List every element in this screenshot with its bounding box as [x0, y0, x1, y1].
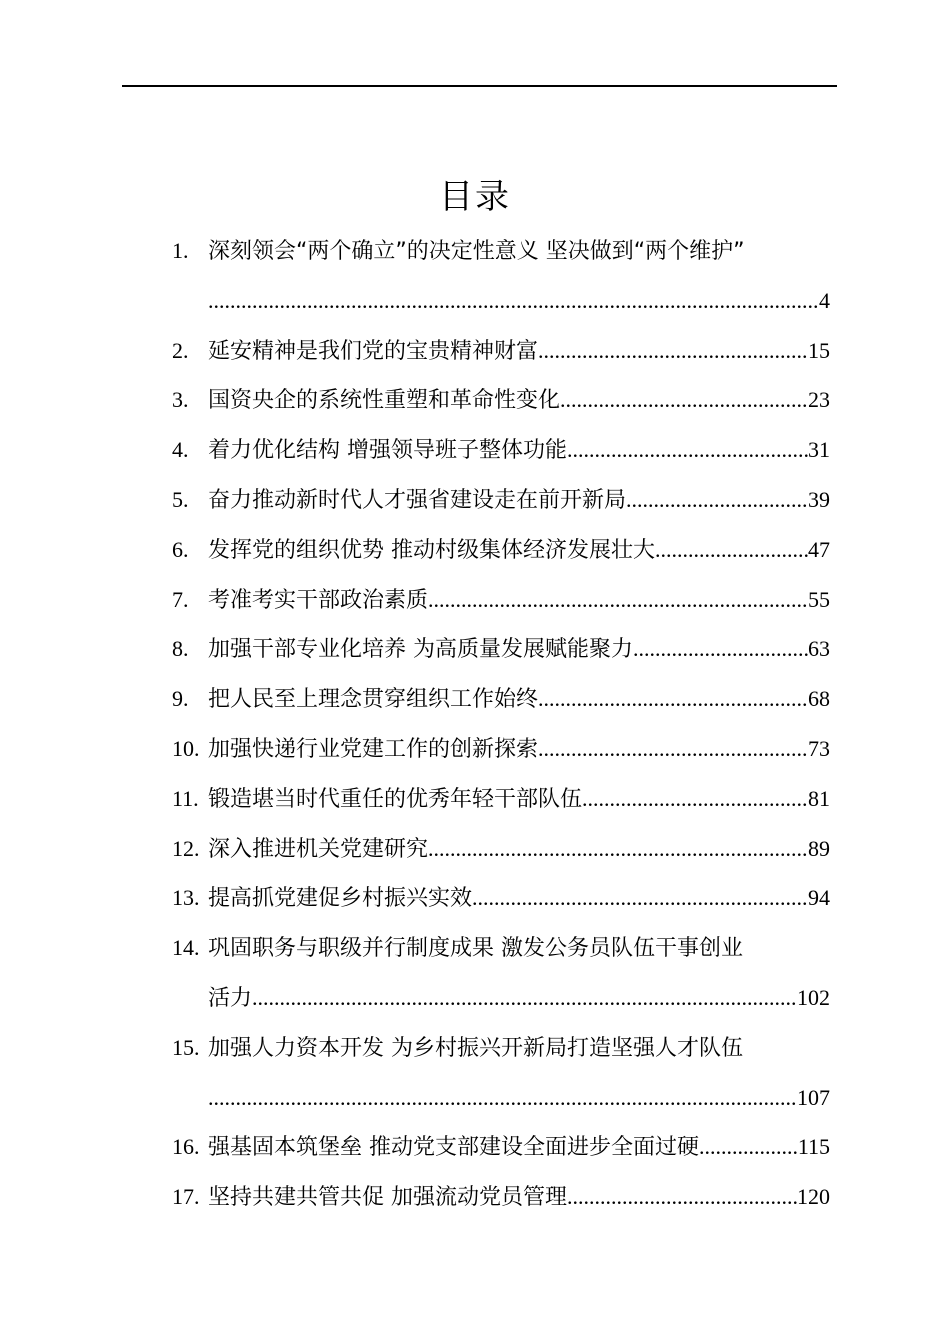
toc-entry[interactable] — [172, 326, 830, 376]
toc-entry-line — [172, 824, 830, 874]
toc-entry-line — [172, 1073, 830, 1123]
dot-leader — [538, 674, 808, 724]
toc-entry-title: 深入推进机关党建研究 — [208, 836, 429, 862]
toc-entry[interactable] — [172, 724, 830, 774]
toc-entry-line — [172, 1023, 830, 1073]
toc-entry[interactable] — [172, 624, 830, 674]
toc-entry-title: 提高抓党建促乡村振兴实效 — [208, 886, 473, 912]
toc-entry-page-number: 47 — [808, 536, 830, 562]
toc-entry-page-number: 120 — [797, 1184, 830, 1210]
toc-entry-number: 2. — [172, 337, 189, 363]
toc-entry-number: 17. — [172, 1184, 200, 1210]
toc-entry-page-number: 115 — [797, 1134, 830, 1160]
toc-entry-page-number: 81 — [808, 785, 830, 811]
toc-entry-title: 加强快递行业党建工作的创新探索 — [208, 736, 539, 762]
toc-entry-number: 12. — [172, 835, 200, 861]
toc-entry-page-number: 55 — [808, 586, 830, 612]
dot-leader — [208, 276, 819, 326]
toc-entry-page-number: 15 — [808, 337, 830, 363]
dot-leader — [538, 724, 808, 774]
toc-entry[interactable] — [172, 226, 830, 326]
toc-entry[interactable] — [172, 375, 830, 425]
table-of-contents — [172, 226, 830, 1222]
dot-leader — [472, 873, 808, 923]
toc-entry-title: 坚持共建共管共促 加强流动党员管理 — [208, 1185, 567, 1211]
toc-entry-page-number: 4 — [819, 287, 830, 313]
toc-entry-page-number: 68 — [808, 686, 830, 712]
toc-entry-title: 强基固本筑堡垒 推动党支部建设全面进步全面过硬 — [208, 1135, 699, 1161]
dot-leader — [538, 326, 808, 376]
toc-entry-line — [172, 724, 830, 774]
toc-entry[interactable] — [172, 824, 830, 874]
toc-entry-page-number: 94 — [808, 885, 830, 911]
toc-entry-line — [172, 973, 830, 1023]
toc-entry-title: 奋力推动新时代人才强省建设走在前开新局 — [208, 487, 627, 513]
toc-entry-number: 10. — [172, 735, 200, 761]
toc-entry-title: 发挥党的组织优势 推动村级集体经济发展壮大 — [208, 537, 655, 563]
toc-entry-number: 15. — [172, 1034, 200, 1060]
dot-leader — [252, 973, 797, 1023]
header-rule — [122, 85, 837, 87]
toc-entry-number: 16. — [172, 1134, 200, 1160]
toc-entry-line — [172, 674, 830, 724]
toc-entry-line — [172, 276, 830, 326]
toc-entry[interactable] — [172, 774, 830, 824]
toc-entry-title: 把人民至上理念贯穿组织工作始终 — [208, 687, 539, 713]
page-title: 目录 — [439, 177, 511, 217]
toc-entry[interactable] — [172, 923, 830, 1023]
toc-entry-line — [172, 475, 830, 525]
toc-entry-line — [172, 873, 830, 923]
toc-entry-page-number: 31 — [808, 437, 830, 463]
toc-entry-line — [172, 1122, 830, 1172]
toc-entry-title: 着力优化结构 增强领导班子整体功能 — [208, 438, 567, 464]
toc-entry[interactable] — [172, 1023, 830, 1123]
toc-entry-line — [172, 425, 830, 475]
toc-entry-number: 7. — [172, 586, 189, 612]
toc-entry-number: 1. — [172, 238, 189, 263]
toc-entry-line — [172, 624, 830, 674]
toc-entry-number: 11. — [172, 785, 199, 811]
toc-entry-title: 考准考实干部政治素质 — [208, 587, 429, 613]
toc-entry[interactable] — [172, 475, 830, 525]
dot-leader — [582, 774, 808, 824]
toc-entry-page-number: 107 — [797, 1084, 830, 1110]
dot-leader — [208, 1073, 797, 1123]
toc-entry-line — [172, 326, 830, 376]
dot-leader — [428, 824, 808, 874]
toc-entry[interactable] — [172, 575, 830, 625]
toc-entry-line — [172, 575, 830, 625]
dot-leader — [560, 375, 808, 425]
toc-entry-line — [172, 375, 830, 425]
toc-entry-number: 6. — [172, 536, 189, 562]
toc-entry-page-number: 63 — [808, 636, 830, 662]
toc-entry-number: 13. — [172, 885, 200, 911]
toc-entry-title: 锻造堪当时代重任的优秀年轻干部队伍 — [208, 786, 583, 812]
toc-entry-line — [172, 923, 830, 973]
toc-entry-line — [172, 525, 830, 575]
toc-entry-page-number: 102 — [797, 984, 830, 1010]
toc-entry-title: 国资央企的系统性重塑和革命性变化 — [208, 388, 561, 414]
toc-entry-number: 5. — [172, 486, 189, 512]
dot-leader — [567, 1172, 797, 1222]
dot-leader — [428, 575, 808, 625]
toc-entry-title: 加强人力资本开发 为乡村振兴开新局打造坚强人才队伍 — [208, 1035, 743, 1061]
toc-entry-number: 8. — [172, 636, 189, 662]
toc-entry-page-number: 23 — [808, 387, 830, 413]
toc-entry-title: 巩固职务与职级并行制度成果 激发公务员队伍干事创业 — [208, 936, 743, 962]
toc-entry-number: 14. — [172, 935, 200, 961]
dot-leader — [567, 425, 808, 475]
toc-entry-page-number: 73 — [808, 735, 830, 761]
toc-entry[interactable] — [172, 525, 830, 575]
toc-entry[interactable] — [172, 674, 830, 724]
toc-entry-number: 3. — [172, 387, 189, 413]
dot-leader — [655, 525, 808, 575]
dot-leader — [699, 1122, 798, 1172]
dot-leader — [633, 624, 808, 674]
dot-leader — [626, 475, 808, 525]
toc-entry-title: 延安精神是我们党的宝贵精神财富 — [208, 338, 539, 364]
toc-entry-page-number: 39 — [808, 486, 830, 512]
toc-entry-line — [172, 226, 830, 276]
toc-entry-number: 4. — [172, 437, 189, 463]
toc-entry-number: 9. — [172, 686, 189, 712]
toc-entry-page-number: 89 — [808, 835, 830, 861]
toc-entry-title: 活力 — [208, 985, 253, 1011]
toc-entry[interactable] — [172, 1122, 830, 1172]
toc-entry[interactable] — [172, 873, 830, 923]
toc-entry-line — [172, 774, 830, 824]
toc-entry-title: 加强干部专业化培养 为高质量发展赋能聚力 — [208, 637, 633, 663]
toc-entry-title: 深刻领会“两个确立”的决定性意义 坚决做到“两个维护” — [208, 239, 745, 264]
toc-entry-line — [172, 1172, 830, 1222]
toc-entry[interactable] — [172, 425, 830, 475]
toc-entry[interactable] — [172, 1172, 830, 1222]
